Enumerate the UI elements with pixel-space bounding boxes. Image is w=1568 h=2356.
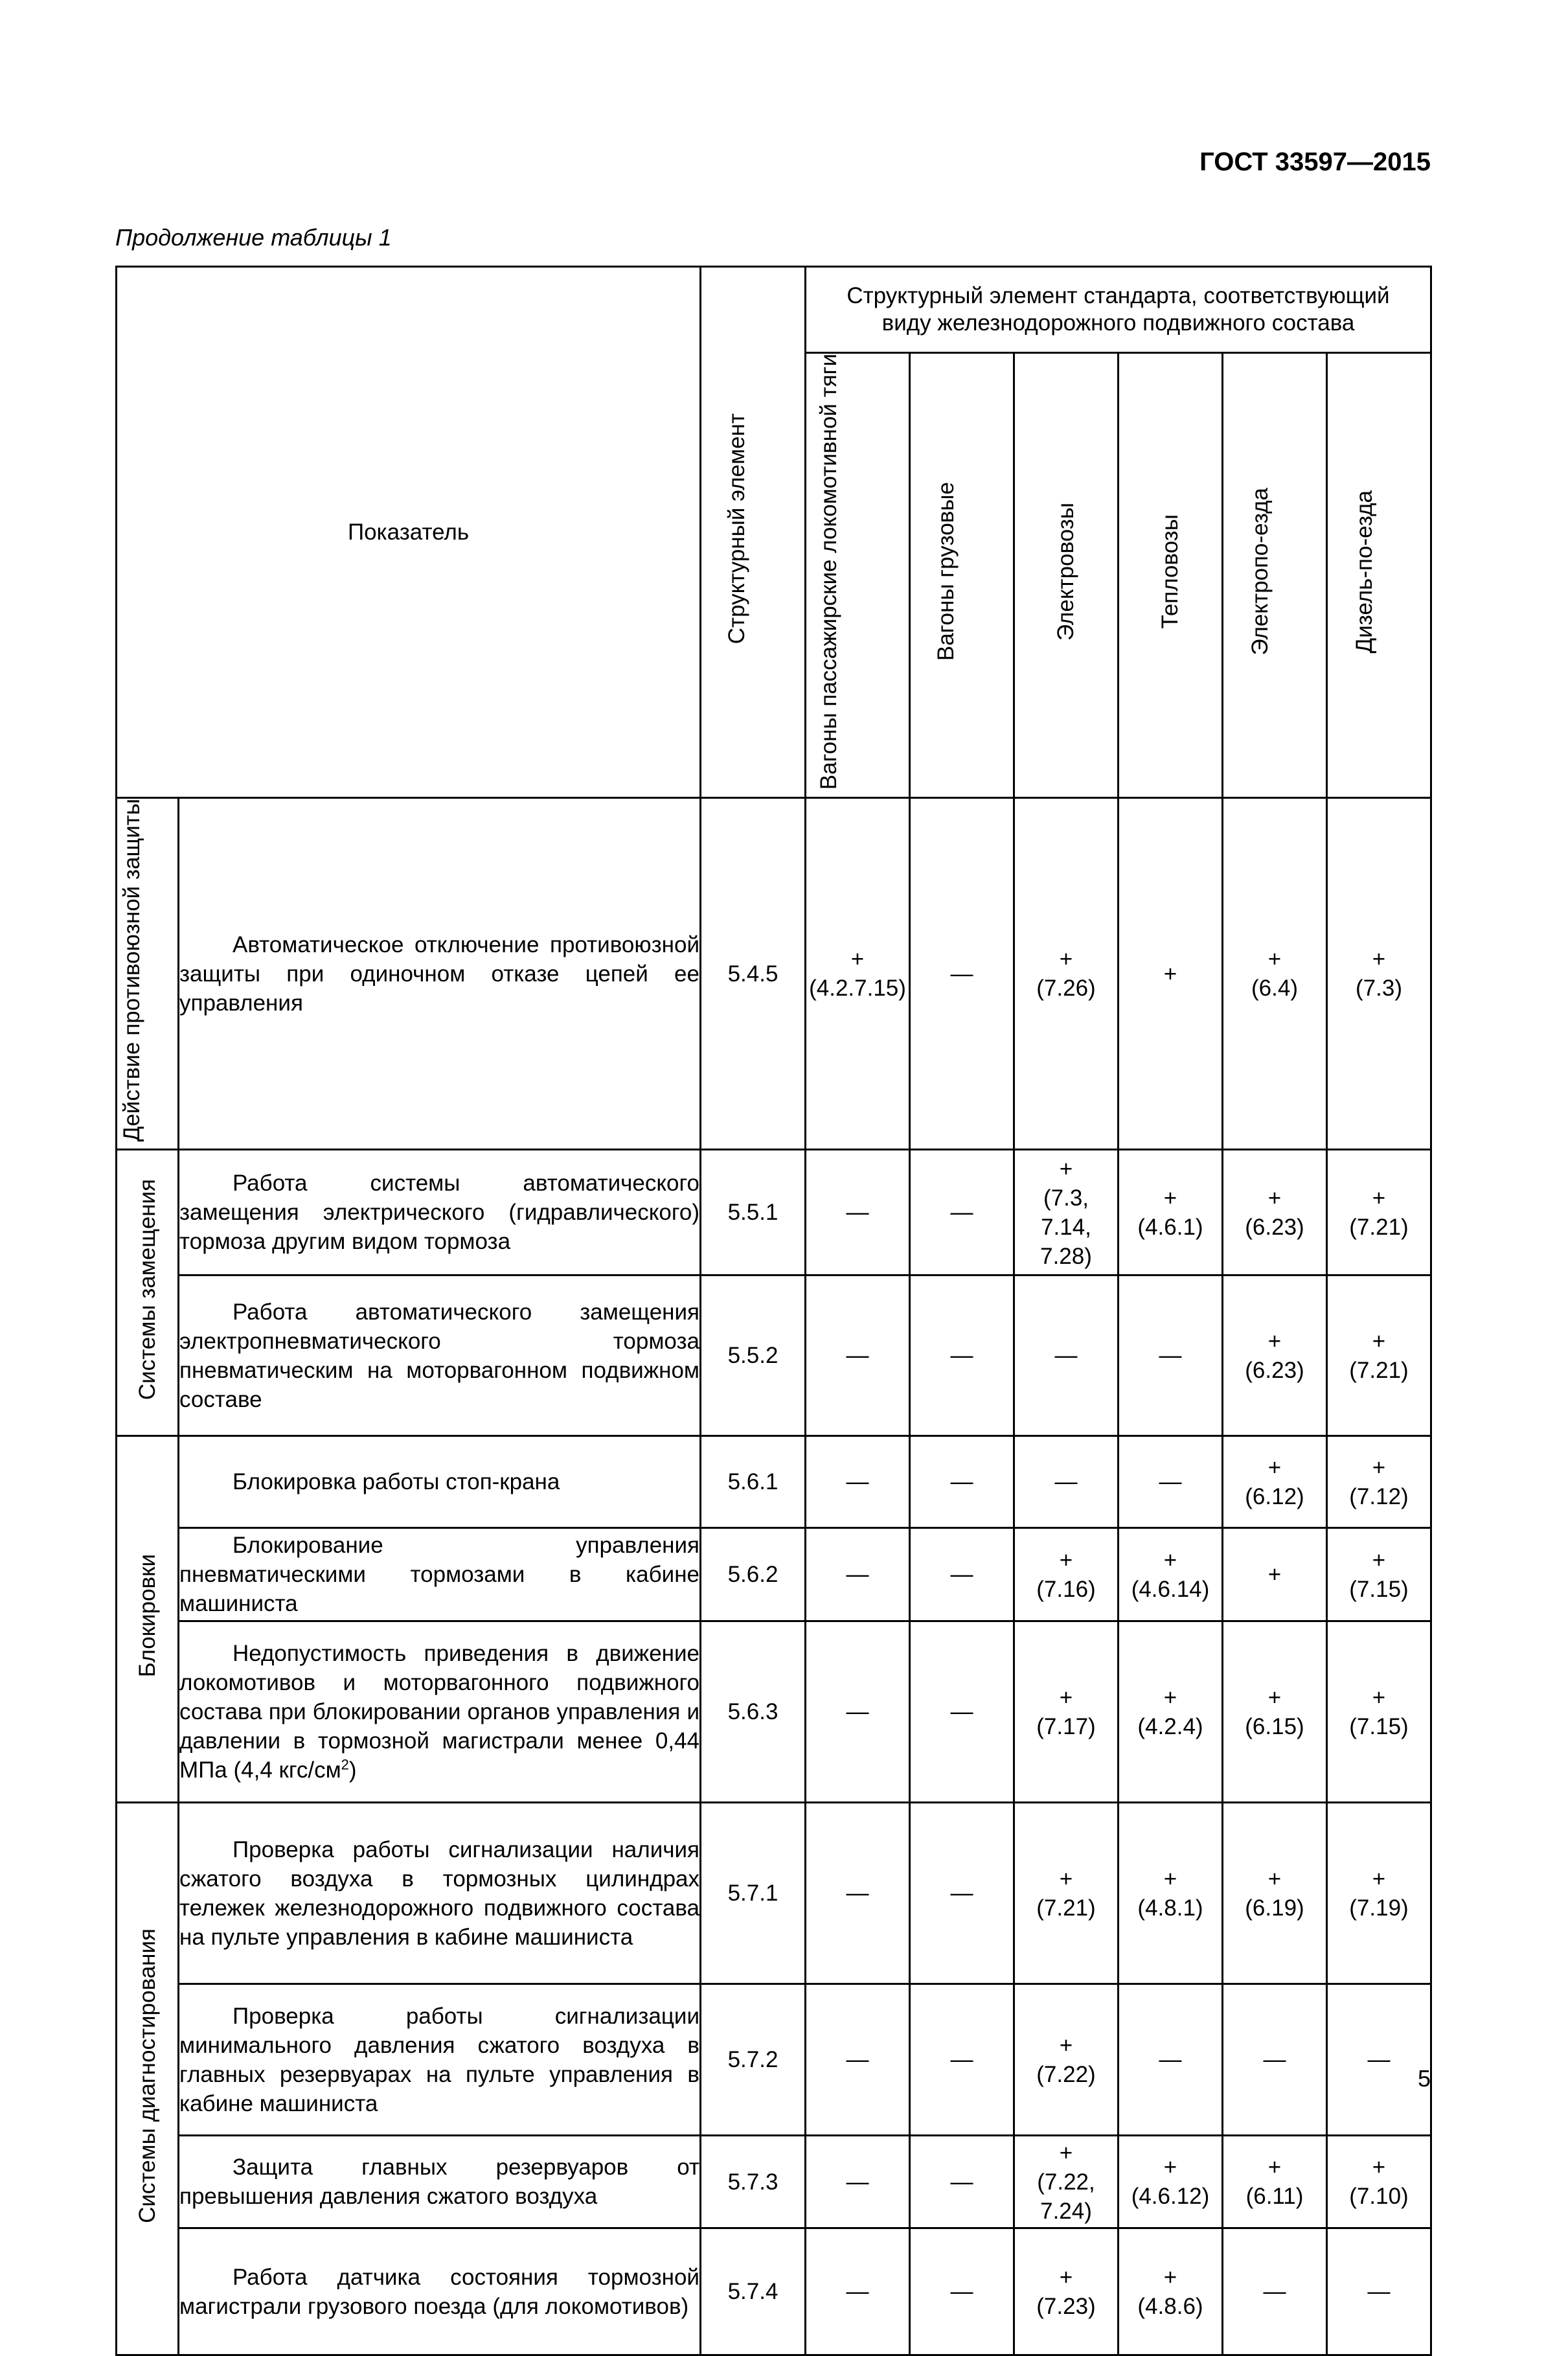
cell: + (4.6.12) <box>1119 2136 1223 2228</box>
table-row <box>117 1150 1431 1275</box>
header-type-freight: Вагоны грузовые <box>910 353 1014 798</box>
cell: — <box>910 1803 1014 1984</box>
table-row <box>117 2136 1431 2228</box>
row-indicator: Работа автоматического замещения электропневматического тормоза пневматическим на моторвагонном подвижном составе <box>179 1275 701 1436</box>
table-row <box>117 1803 1431 1984</box>
cell: + (6.12) <box>1223 1436 1327 1528</box>
table-row <box>117 1984 1431 2136</box>
cell: + (4.8.1) <box>1119 1803 1223 1984</box>
cell: + <box>1119 798 1223 1150</box>
standard-designation: ГОСТ 33597—2015 <box>1199 148 1431 176</box>
cell: — <box>806 1275 910 1436</box>
cell: + (4.2.7.15) <box>806 798 910 1150</box>
header-type-passenger: Вагоны пассажирские локомотивной тяги <box>806 353 910 798</box>
cell: + (7.16) <box>1014 1528 1119 1621</box>
cell: — <box>910 2228 1014 2355</box>
cell: — <box>910 1528 1014 1621</box>
table-row <box>117 1528 1431 1621</box>
cell: — <box>1223 1984 1327 2136</box>
row-code: 5.7.3 <box>701 2136 806 2228</box>
cell: + (7.17) <box>1014 1621 1119 1803</box>
cell: — <box>806 1528 910 1621</box>
cell: + (4.6.1) <box>1119 1150 1223 1275</box>
row-indicator: Защита главных резервуаров от превышения давления сжатого воздуха <box>179 2136 701 2228</box>
cell: + (7.15) <box>1327 1621 1431 1803</box>
cell: — <box>910 798 1014 1150</box>
cell: + (7.21) <box>1327 1150 1431 1275</box>
table-row <box>117 2228 1431 2355</box>
row-code: 5.5.1 <box>701 1150 806 1275</box>
row-code: 5.6.2 <box>701 1528 806 1621</box>
cell: + (6.15) <box>1223 1621 1327 1803</box>
row-indicator: Проверка работы сигнализации наличия сжатого воздуха в тормозных цилиндрах тележек железнодорожного подвижного состава на пульте управления в кабине машиниста <box>179 1803 701 1984</box>
row-indicator: Автоматическое отключение противоюзной защиты при одиночном отказе цепей ее управления <box>179 798 701 1150</box>
cell: + (7.26) <box>1014 798 1119 1150</box>
cell: + (6.23) <box>1223 1150 1327 1275</box>
header-rolling-stock-group: Структурный элемент стандарта, соответствующий виду железнодорожного подвижного состава <box>806 267 1431 353</box>
header-type-diesel-loco: Тепловозы <box>1119 353 1223 798</box>
cell: — <box>806 1803 910 1984</box>
cell: + <box>1223 1528 1327 1621</box>
header-indicator: Показатель <box>117 267 701 798</box>
row-code: 5.5.2 <box>701 1275 806 1436</box>
cell: + (6.23) <box>1223 1275 1327 1436</box>
cell: + (7.23) <box>1014 2228 1119 2355</box>
table-row <box>117 1436 1431 1528</box>
row-code: 5.6.3 <box>701 1621 806 1803</box>
row-code: 5.7.1 <box>701 1803 806 1984</box>
table-caption: Продолжение таблицы 1 <box>115 224 392 251</box>
table-row <box>117 1275 1431 1436</box>
cell: — <box>910 2136 1014 2228</box>
cell: — <box>806 2228 910 2355</box>
section-label: Действие противоюзной защиты <box>117 798 179 1150</box>
page-number: 5 <box>1417 2065 1431 2092</box>
cell: + (7.21) <box>1014 1803 1119 1984</box>
cell: — <box>806 1621 910 1803</box>
cell: + (7.3, 7.14, 7.28) <box>1014 1150 1119 1275</box>
requirements-table <box>115 266 1432 2356</box>
section-label: Блокировки <box>117 1436 179 1803</box>
cell: — <box>1119 1275 1223 1436</box>
header-struct-element: Структурный элемент <box>701 267 806 798</box>
header-type-dmu: Дизель-по-езда <box>1327 353 1431 798</box>
row-indicator: Проверка работы сигнализации минимального давления сжатого воздуха в главных резервуарах на пульте управления в кабине машиниста <box>179 1984 701 2136</box>
cell: — <box>910 1275 1014 1436</box>
header-type-electric-loco: Электровозы <box>1014 353 1119 798</box>
row-indicator: Недопустимость приведения в движение локомотивов и моторвагонного подвижного состава при блокировании органов управления и давлении в тормозной магистрали менее 0,44 МПа (4,4 кгс/$см^2$) <box>179 1621 701 1803</box>
cell: + (6.19) <box>1223 1803 1327 1984</box>
cell: — <box>910 1621 1014 1803</box>
cell: + (7.3) <box>1327 798 1431 1150</box>
row-indicator: Работа датчика состояния тормозной магистрали грузового поезда (для локомотивов) <box>179 2228 701 2355</box>
cell: + (6.4) <box>1223 798 1327 1150</box>
header-type-emu: Электропо-езда <box>1223 353 1327 798</box>
row-indicator: Работа системы автоматического замещения электрического (гидравлического) тормоза другим видом тормоза <box>179 1150 701 1275</box>
row-code: 5.6.1 <box>701 1436 806 1528</box>
row-code: 5.7.4 <box>701 2228 806 2355</box>
cell: + (7.15) <box>1327 1528 1431 1621</box>
cell: — <box>806 1436 910 1528</box>
cell: + (7.22, 7.24) <box>1014 2136 1119 2228</box>
cell: — <box>806 1984 910 2136</box>
row-indicator: Блокирование управления пневматическими тормозами в кабине машиниста <box>179 1528 701 1621</box>
section-label: Системы замещения <box>117 1150 179 1436</box>
cell: — <box>1327 2228 1431 2355</box>
section-label: Системы диагностирования <box>117 1803 179 2355</box>
cell: + (4.6.14) <box>1119 1528 1223 1621</box>
cell: + (7.10) <box>1327 2136 1431 2228</box>
cell: — <box>1119 1436 1223 1528</box>
cell: + (7.22) <box>1014 1984 1119 2136</box>
cell: — <box>1014 1275 1119 1436</box>
cell: — <box>1014 1436 1119 1528</box>
cell: — <box>806 1150 910 1275</box>
cell: + (4.8.6) <box>1119 2228 1223 2355</box>
cell: — <box>806 2136 910 2228</box>
cell: + (7.19) <box>1327 1803 1431 1984</box>
row-code: 5.4.5 <box>701 798 806 1150</box>
cell: — <box>910 1150 1014 1275</box>
cell: + (6.11) <box>1223 2136 1327 2228</box>
cell: + (4.2.4) <box>1119 1621 1223 1803</box>
cell: — <box>1223 2228 1327 2355</box>
row-code: 5.7.2 <box>701 1984 806 2136</box>
row-indicator: Блокировка работы стоп-крана <box>179 1436 701 1528</box>
cell: — <box>910 1436 1014 1528</box>
cell: + (7.21) <box>1327 1275 1431 1436</box>
cell: — <box>910 1984 1014 2136</box>
cell: + (7.12) <box>1327 1436 1431 1528</box>
cell: — <box>1119 1984 1223 2136</box>
cell: — <box>1327 1984 1431 2136</box>
table-row <box>117 798 1431 1150</box>
table-row <box>117 1621 1431 1803</box>
